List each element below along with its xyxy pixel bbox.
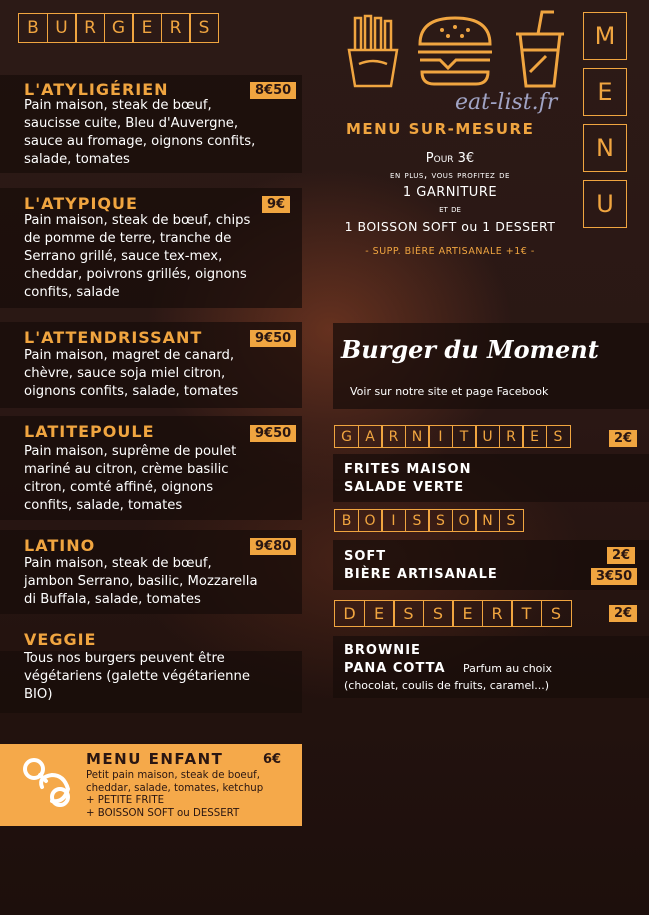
menu-letter: M <box>583 12 627 60</box>
heading-letter: S <box>189 13 219 43</box>
burger-description <box>24 555 258 609</box>
burger-name: L'ATYPIQUE <box>24 194 138 213</box>
heading-letter: E <box>364 600 395 627</box>
price-badge: 2€ <box>607 547 635 564</box>
desc-line: confits, salade, tomates <box>24 498 183 513</box>
heading-letter: O <box>452 509 477 532</box>
burger-item <box>0 75 302 173</box>
desc-line: saucisse cuite, Bleu d'Auvergne, <box>24 116 239 131</box>
burger-du-moment-subtitle: Voir sur notre site et page Facebook <box>350 385 549 398</box>
desc-line: di Buffala, salade, tomates <box>24 592 201 607</box>
burger-name: L'ATTENDRISSANT <box>24 328 203 347</box>
desserts-list <box>333 636 649 698</box>
text-line: en plus, vous profitez de <box>390 169 510 181</box>
heading-letter: T <box>511 600 542 627</box>
menu-letter: N <box>583 124 627 172</box>
desc-line: chèvre, sauce soja miel citron, <box>24 366 226 381</box>
desc-line: Pain maison, suprême de poulet <box>24 444 237 459</box>
price-badge: 9€ <box>262 196 290 213</box>
heading-letter: S <box>546 425 571 448</box>
heading-letter: S <box>541 600 572 627</box>
desc-line: + BOISSON SOFT ou DESSERT <box>86 807 240 819</box>
desc-line: Pain maison, steak de bœuf, <box>24 556 212 571</box>
burger-du-moment-title: Burger du Moment <box>341 335 599 364</box>
garnitures-list <box>333 454 649 502</box>
heading-letter: E <box>132 13 162 43</box>
burger-item <box>0 530 302 614</box>
fries-icon <box>345 14 401 90</box>
menu-letter: E <box>583 68 627 116</box>
list-item: SALADE VERTE <box>344 480 465 495</box>
burger-description <box>24 97 255 169</box>
menu-sur-mesure-title: MENU SUR-MESURE <box>346 120 535 138</box>
desc-line: végétariens (galette végétarienne <box>24 669 250 684</box>
supp-line: - SUPP. BIÈRE ARTISANALE +1€ - <box>365 246 535 257</box>
text-line: 1 GARNITURE <box>402 185 498 200</box>
dessert-note: Parfum au choix <box>463 662 552 675</box>
heading-letter: U <box>475 425 500 448</box>
desc-line: salade, tomates <box>24 152 130 167</box>
desc-line: Tous nos burgers peuvent être <box>24 651 225 666</box>
price-badge: 2€ <box>609 430 637 447</box>
desc-line: Serrano grillé, sauce tex-mex, <box>24 249 223 264</box>
desc-line: Pain maison, magret de canard, <box>24 348 235 363</box>
desc-line: oignons confits, salade, tomates <box>24 384 239 399</box>
desc-line: Pain maison, steak de bœuf, chips <box>24 213 251 228</box>
price-badge: 8€50 <box>250 82 296 99</box>
heading-letter: U <box>47 13 77 43</box>
burger-name: LATITEPOULE <box>24 422 155 441</box>
heading-letter: E <box>452 600 483 627</box>
heading-letter: I <box>381 509 406 532</box>
burger-name: LATINO <box>24 536 96 555</box>
burger-description <box>24 650 250 704</box>
heading-letter: D <box>334 600 365 627</box>
heading-letter: S <box>499 509 524 532</box>
heading-letter: O <box>358 509 383 532</box>
menu-heading <box>583 12 627 236</box>
desc-line: cheddar, poivrons grillés, oignons <box>24 267 247 282</box>
heading-letter: R <box>482 600 513 627</box>
boissons-heading <box>334 509 522 532</box>
desc-line: cheddar, salade, tomates, ketchup <box>86 782 264 794</box>
list-item: BROWNIE <box>344 643 421 658</box>
desc-line: sauce au fromage, oignons confits, <box>24 134 256 149</box>
heading-letter: S <box>423 600 454 627</box>
desc-line: BIO) <box>24 687 53 702</box>
text-line: Pour 3€ <box>425 151 475 166</box>
heading-letter: T <box>452 425 477 448</box>
desc-line: + PETITE FRITE <box>86 795 165 807</box>
pacifier-icon <box>18 753 76 811</box>
menu-enfant-title: MENU ENFANT <box>86 750 224 768</box>
burger-item <box>0 188 302 308</box>
heading-letter: S <box>405 509 430 532</box>
burger-description <box>24 443 236 515</box>
heading-letter: A <box>358 425 383 448</box>
heading-letter: N <box>475 509 500 532</box>
watermark: eat-list.fr <box>455 90 558 115</box>
list-item: PANA COTTA <box>344 661 446 676</box>
heading-letter: E <box>522 425 547 448</box>
burger-name: L'ATYLIGÉRIEN <box>24 80 169 99</box>
price-badge: 2€ <box>609 605 637 622</box>
desc-line: Petit pain maison, steak de boeuf, <box>86 770 260 781</box>
menu-letter: U <box>583 180 627 228</box>
garnitures-heading <box>334 425 569 448</box>
menu-sur-mesure-text <box>320 150 580 260</box>
price-badge: 9€80 <box>250 538 296 555</box>
burger-item <box>0 322 302 408</box>
burger-description <box>24 212 250 302</box>
burger-name: VEGGIE <box>24 630 97 649</box>
desc-line: Pain maison, steak de bœuf, <box>24 98 212 113</box>
price-badge: 9€50 <box>250 330 296 347</box>
desc-line: mariné au citron, crème basilic <box>24 462 229 477</box>
heading-letter: R <box>381 425 406 448</box>
heading-letter: B <box>18 13 48 43</box>
burger-icon <box>414 14 496 90</box>
menu-enfant-panel <box>0 744 302 826</box>
boissons-list <box>333 540 649 590</box>
burgers-heading <box>18 13 218 43</box>
menu-enfant-price: 6€ <box>263 752 282 767</box>
dessert-note-detail: (chocolat, coulis de fruits, caramel...) <box>344 679 550 692</box>
heading-letter: I <box>428 425 453 448</box>
text-line: 1 BOISSON SOFT ou 1 DESSERT <box>344 219 556 234</box>
burger-du-moment-panel <box>333 323 649 409</box>
desc-line: de pomme de terre, tranche de <box>24 231 232 246</box>
heading-letter: R <box>75 13 105 43</box>
heading-letter: R <box>499 425 524 448</box>
heading-letter: N <box>405 425 430 448</box>
burger-item <box>0 416 302 520</box>
desc-line: jambon Serrano, basilic, Mozzarella <box>24 574 258 589</box>
desserts-heading <box>334 600 570 627</box>
text-line: et de <box>439 203 461 215</box>
burger-item <box>0 626 302 714</box>
drink-icon <box>510 10 570 90</box>
price-badge: 3€50 <box>591 568 637 585</box>
list-item: SOFT <box>344 549 387 564</box>
desc-line: confits, salade <box>24 285 120 300</box>
price-badge: 9€50 <box>250 425 296 442</box>
heading-letter: S <box>393 600 424 627</box>
heading-letter: R <box>161 13 191 43</box>
heading-letter: G <box>104 13 134 43</box>
list-item: FRITES MAISON <box>344 462 472 477</box>
menu-enfant-description <box>86 770 263 820</box>
burger-description <box>24 347 238 401</box>
heading-letter: S <box>428 509 453 532</box>
desc-line: citron, comté affiné, oignons <box>24 480 214 495</box>
list-item: BIÈRE ARTISANALE <box>344 567 498 582</box>
heading-letter: G <box>334 425 359 448</box>
heading-letter: B <box>334 509 359 532</box>
